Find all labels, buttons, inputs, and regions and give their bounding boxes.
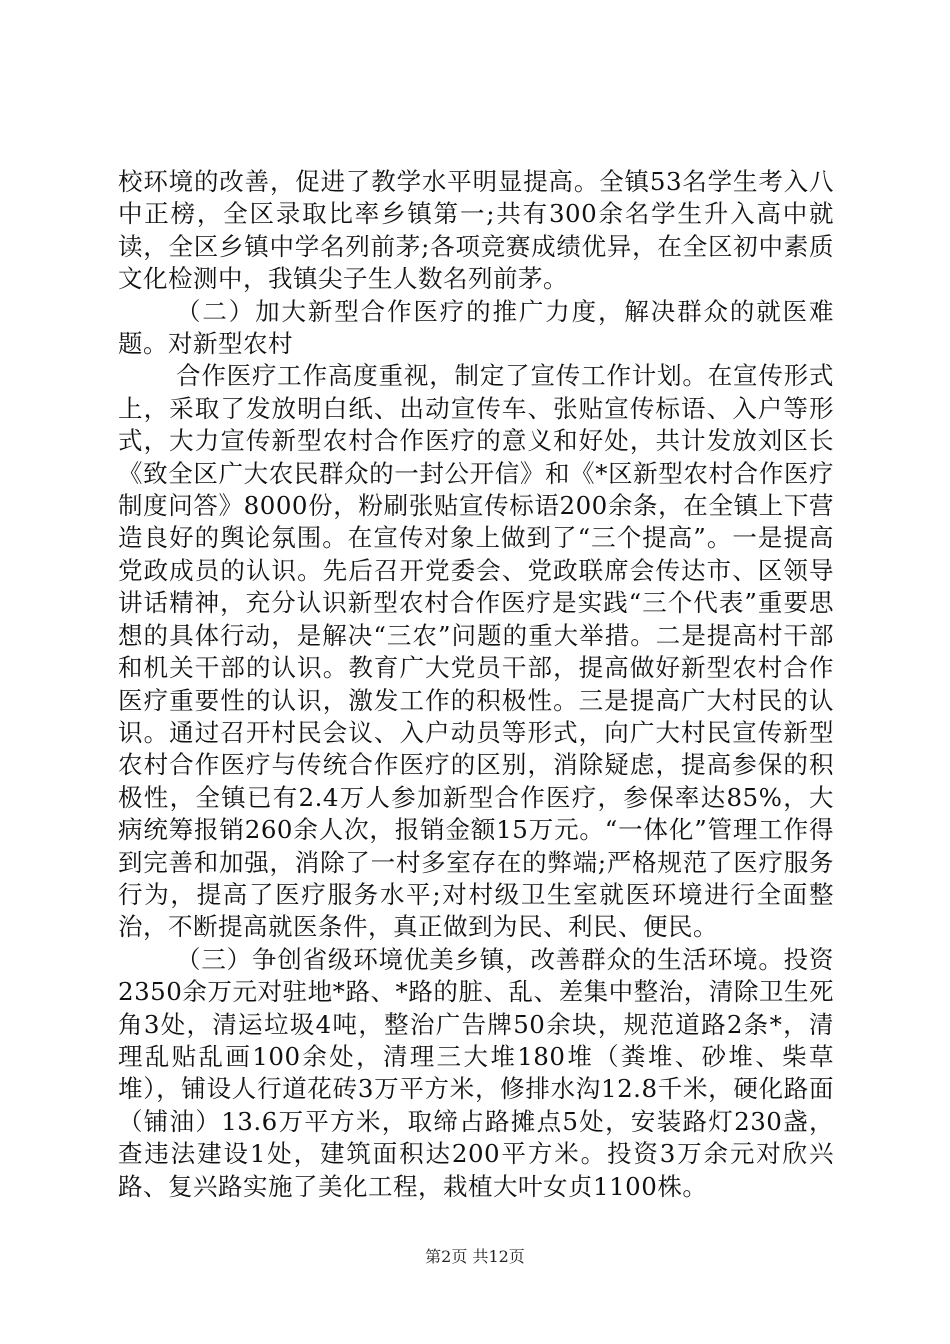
paragraph-3: 合作医疗工作高度重视，制定了宣传工作计划。在宣传形式上，采取了发放明白纸、出动宣传车、张贴宣传标语、入户等形式，大力宣传新型农村合作医疗的意义和好处，共计发放刘区长《致全区广大农民群众的一封公开信》和《*区新型农村合作医疗制度问答》8000份，粉刷张贴宣传标语200余条，在全镇上下营造良好的舆论氛围。在宣传对象上做到了“三个提高”。一是提高党政成员的认识。先后召开党委会、党政联席会传达市、区领导讲话精神，充分认识新型农村合作医疗是实践“三个代表”重要思想的具体行动，是解决“三农”问题的重大举措。二是提高村干部和机关干部的认识。教育广大党员干部，提高做好新型农村合作医疗重要性的认识，激发工作的积极性。三是提高广大村民的认识。通过召开村民会议、入户动员等形式，向广大村民宣传新型农村合作医疗与传统合作医疗的区别，消除疑虑，提高参保的积极性，全镇已有2.4万人参加新型合作医疗，参保率达85%，大病统筹报销260余人次，报销金额15万元。“一体化”管理工作得到完善和加强，消除了一村多室存在的弊端;严格规范了医疗服务行为，提高了医疗服务水平;对村级卫生室就医环境进行全面整治，不断提高就医条件，真正做到为民、利民、便民。: [118, 361, 834, 942]
paragraph-4: （三）争创省级环境优美乡镇，改善群众的生活环境。投资2350余万元对驻地*路、*路的脏、乱、差集中整治，清除卫生死角3处，清运垃圾4吨，整治广告牌50余块，规范道路2条*，清理乱贴乱画100余处，清理三大堆180堆（粪堆、砂堆、柴草堆），铺设人行道花砖3万平方米，修排水沟12.8千米，硬化路面（铺油）13.6万平方米，取缔占路摊点5处，安装路灯230盏，查违法建设1处，建筑面积达200平方米。投资3万余元对欣兴路、复兴路实施了美化工程，栽植大叶女贞1100株。: [118, 944, 834, 1201]
page-footer: 第2页 共12页: [425, 1247, 525, 1266]
paragraph-2: （二）加大新型合作医疗的推广力度，解决群众的就医难题。对新型农村: [118, 296, 834, 359]
document-body: [118, 166, 834, 1203]
paragraph-1: 校环境的改善，促进了教学水平明显提高。全镇53名学生考入八中正榜，全区录取比率乡镇第一;共有300余名学生升入高中就读，全区乡镇中学名列前茅;各项竞赛成绩优异，在全区初中素质文化检测中，我镇尖子生人数名列前茅。: [118, 167, 834, 294]
